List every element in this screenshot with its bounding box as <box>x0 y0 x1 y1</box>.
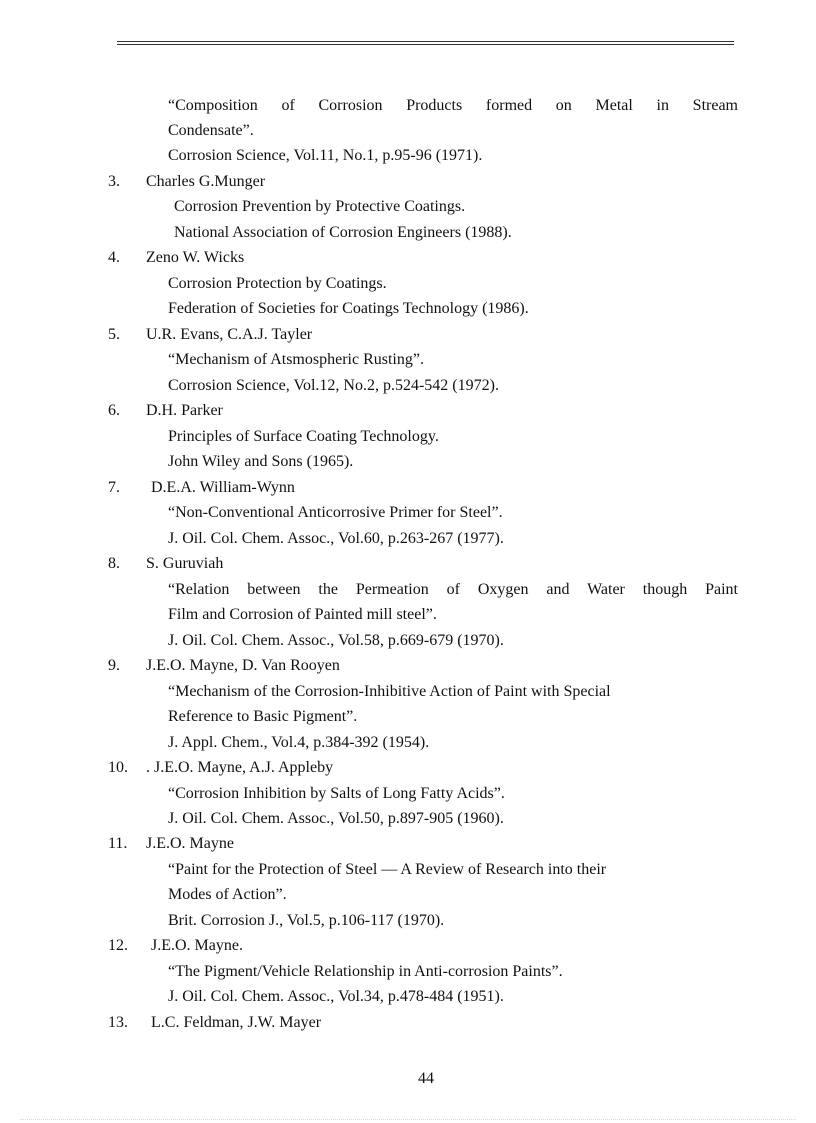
ref-9-number: 9. <box>108 657 120 674</box>
ref-3-number: 3. <box>108 173 120 190</box>
ref-7-number: 7. <box>108 479 120 496</box>
ref-4-number: 4. <box>108 249 120 266</box>
ref-9-title-line-1: “Mechanism of the Corrosion-Inhibitive Action of Paint with Special <box>168 683 611 700</box>
ref-6-authors: D.H. Parker <box>146 402 223 419</box>
ref-13-authors: L.C. Feldman, J.W. Mayer <box>151 1014 322 1031</box>
page-bottom-border <box>20 1119 796 1120</box>
ref-8-number: 8. <box>108 555 120 572</box>
ref-7-authors: D.E.A. William-Wynn <box>151 479 295 496</box>
ref-10-title: “Corrosion Inhibition by Salts of Long Fatty Acids”. <box>168 785 505 802</box>
ref-3-title: Corrosion Prevention by Protective Coatings. <box>174 198 466 215</box>
ref-5-authors: U.R. Evans, C.A.J. Tayler <box>146 326 313 343</box>
ref-11-title-line-2: Modes of Action”. <box>168 886 287 903</box>
ref-3-publisher: National Association of Corrosion Engineers (1988). <box>174 224 512 241</box>
ref-10-number: 10. <box>108 759 128 776</box>
header-rule-top <box>117 41 734 42</box>
ref-6-publisher: John Wiley and Sons (1965). <box>168 453 354 470</box>
ref-10-journal: J. Oil. Col. Chem. Assoc., Vol.50, p.897-905 (1960). <box>168 810 504 827</box>
ref-9-journal: J. Appl. Chem., Vol.4, p.384-392 (1954). <box>168 734 430 751</box>
ref-7-journal: J. Oil. Col. Chem. Assoc., Vol.60, p.263-267 (1977). <box>168 530 504 547</box>
header-rule-bottom <box>117 44 734 45</box>
ref-12-title: “The Pigment/Vehicle Relationship in Anti-corrosion Paints”. <box>168 963 563 980</box>
ref-2-title-line-1: “Composition of Corrosion Products formed on Metal in Stream <box>168 97 738 114</box>
ref-11-authors: J.E.O. Mayne <box>146 835 234 852</box>
ref-9-title-line-2: Reference to Basic Pigment”. <box>168 708 358 725</box>
ref-8-title-line-1: “Relation between the Permeation of Oxygen and Water though Paint <box>168 581 738 598</box>
page-number: 44 <box>418 1070 434 1087</box>
ref-3-authors: Charles G.Munger <box>146 173 266 190</box>
ref-6-number: 6. <box>108 402 120 419</box>
ref-8-title-line-2: Film and Corrosion of Painted mill steel”. <box>168 606 437 623</box>
ref-4-authors: Zeno W. Wicks <box>146 249 245 266</box>
ref-12-journal: J. Oil. Col. Chem. Assoc., Vol.34, p.478-484 (1951). <box>168 988 504 1005</box>
ref-12-authors: J.E.O. Mayne. <box>151 937 243 954</box>
ref-8-journal: J. Oil. Col. Chem. Assoc., Vol.58, p.669-679 (1970). <box>168 632 504 649</box>
ref-4-publisher: Federation of Societies for Coatings Technology (1986). <box>168 300 529 317</box>
ref-11-number: 11. <box>108 835 128 852</box>
ref-2-journal: Corrosion Science, Vol.11, No.1, p.95-96 (1971). <box>168 147 483 164</box>
ref-7-title: “Non-Conventional Anticorrosive Primer for Steel”. <box>168 504 503 521</box>
ref-12-number: 12. <box>108 937 128 954</box>
ref-8-authors: S. Guruviah <box>146 555 224 572</box>
ref-6-title: Principles of Surface Coating Technology. <box>168 428 439 445</box>
ref-4-title: Corrosion Protection by Coatings. <box>168 275 387 292</box>
ref-9-authors: J.E.O. Mayne, D. Van Rooyen <box>146 657 340 674</box>
ref-5-title: “Mechanism of Atsmospheric Rusting”. <box>168 351 424 368</box>
ref-5-number: 5. <box>108 326 120 343</box>
ref-11-title-line-1: “Paint for the Protection of Steel — A Review of Research into their <box>168 861 607 878</box>
ref-11-journal: Brit. Corrosion J., Vol.5, p.106-117 (1970). <box>168 912 445 929</box>
ref-13-number: 13. <box>108 1014 128 1031</box>
ref-10-authors: . J.E.O. Mayne, A.J. Appleby <box>146 759 334 776</box>
ref-2-title-line-2: Condensate”. <box>168 122 254 139</box>
ref-5-journal: Corrosion Science, Vol.12, No.2, p.524-542 (1972). <box>168 377 499 394</box>
